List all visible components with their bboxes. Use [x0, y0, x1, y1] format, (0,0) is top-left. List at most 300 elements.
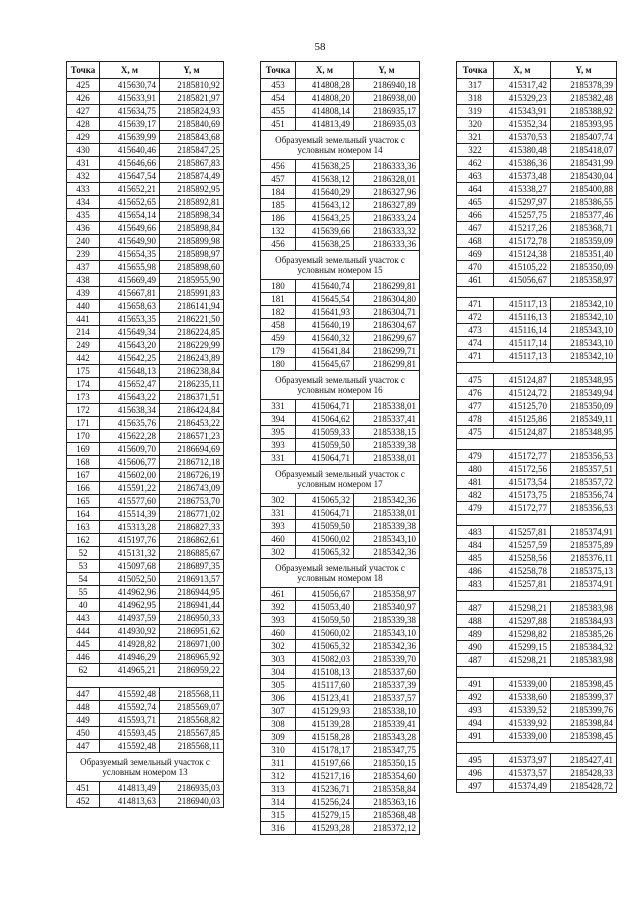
y-cell: 2185892,95: [160, 183, 224, 196]
y-cell: 2185382,48: [551, 92, 617, 105]
y-cell: 2186827,33: [160, 521, 224, 534]
table-row: [261, 79, 420, 92]
y-cell: 2186299,67: [354, 332, 420, 345]
point-cell: 457: [261, 173, 296, 186]
table-row: [457, 502, 617, 515]
table-row: [261, 546, 420, 559]
point-cell: 487: [457, 602, 494, 615]
header-point: Точка: [261, 62, 296, 79]
coordinate-table-column-3: [456, 61, 617, 793]
y-cell: 2185383,98: [551, 654, 617, 667]
point-cell: 175: [67, 365, 100, 378]
table-row: [67, 740, 224, 753]
table-row: [67, 365, 224, 378]
section-heading-row: [261, 251, 420, 280]
point-cell: 443: [67, 612, 100, 625]
point-cell: 184: [261, 186, 296, 199]
y-cell: 2186238,84: [160, 365, 224, 378]
x-cell: 415173,54: [494, 476, 551, 489]
x-cell: 415343,91: [494, 105, 551, 118]
point-cell: 310: [261, 744, 296, 757]
y-cell: 2185400,88: [551, 183, 617, 196]
table-row: [67, 248, 224, 261]
x-cell: 415643,20: [100, 339, 160, 352]
x-cell: 415064,71: [296, 400, 354, 413]
table-row: [67, 714, 224, 727]
x-cell: 415638,34: [100, 404, 160, 417]
y-cell: 2185428,33: [551, 767, 617, 780]
x-cell: 415173,75: [494, 489, 551, 502]
table-row: [457, 691, 617, 704]
y-cell: 2185388,92: [551, 105, 617, 118]
blank-row: [457, 439, 617, 450]
table-row: [261, 358, 420, 371]
y-cell: 2185343,10: [354, 627, 420, 640]
y-cell: 2186938,00: [354, 92, 420, 105]
y-cell: 2185358,97: [354, 588, 420, 601]
y-cell: 2185342,36: [354, 546, 420, 559]
table-row: [67, 144, 224, 157]
y-cell: 2185568,11: [160, 740, 224, 753]
point-cell: 487: [457, 654, 494, 667]
point-cell: 164: [67, 508, 100, 521]
x-cell: 415299,15: [494, 641, 551, 654]
blank-cell: [457, 363, 617, 374]
x-cell: 415236,71: [296, 783, 354, 796]
table-row: [67, 261, 224, 274]
point-cell: 303: [261, 653, 296, 666]
y-cell: 2185430,04: [551, 170, 617, 183]
y-cell: 2185398,45: [551, 730, 617, 743]
x-cell: 415297,97: [494, 196, 551, 209]
point-cell: 319: [457, 105, 494, 118]
table-header-row: [67, 62, 224, 79]
blank-row: [457, 667, 617, 678]
coordinate-table: [456, 61, 617, 793]
x-cell: 415197,76: [100, 534, 160, 547]
point-cell: 496: [457, 767, 494, 780]
blank-cell: [457, 439, 617, 450]
y-cell: 2185375,89: [551, 539, 617, 552]
point-cell: 302: [261, 546, 296, 559]
x-cell: 415172,56: [494, 463, 551, 476]
x-cell: 415652,21: [100, 183, 160, 196]
table-row: [261, 293, 420, 306]
x-cell: 415258,56: [494, 552, 551, 565]
table-row: [457, 183, 617, 196]
y-cell: 2185337,39: [354, 679, 420, 692]
table-row: [261, 796, 420, 809]
y-cell: 2186940,18: [354, 79, 420, 92]
point-cell: 452: [67, 795, 100, 808]
table-row: [457, 400, 617, 413]
table-row: [261, 105, 420, 118]
y-cell: 2186327,96: [354, 186, 420, 199]
x-cell: 415639,66: [296, 225, 354, 238]
y-cell: 2185359,09: [551, 235, 617, 248]
x-cell: 415641,84: [296, 345, 354, 358]
x-cell: 415125,86: [494, 413, 551, 426]
header-y: Y, м: [354, 62, 420, 79]
point-cell: 316: [261, 822, 296, 835]
table-row: [457, 350, 617, 363]
y-cell: 2186935,03: [160, 782, 224, 795]
point-cell: 426: [67, 92, 100, 105]
y-cell: 2186299,81: [354, 280, 420, 293]
y-cell: 2185338,01: [354, 452, 420, 465]
header-x: X, м: [296, 62, 354, 79]
y-cell: 2185350,09: [551, 400, 617, 413]
section-heading: Образуемый земельный участок с условным номером 15: [261, 251, 420, 280]
point-cell: 465: [457, 196, 494, 209]
y-cell: 2185821,97: [160, 92, 224, 105]
section-heading-row: [261, 131, 420, 160]
table-row: [457, 654, 617, 667]
x-cell: 415108,13: [296, 666, 354, 679]
point-cell: 214: [67, 326, 100, 339]
x-cell: 415339,00: [494, 730, 551, 743]
blank-cell: [67, 677, 224, 688]
table-row: [457, 754, 617, 767]
point-cell: 428: [67, 118, 100, 131]
x-cell: 415649,66: [100, 222, 160, 235]
table-row: [261, 199, 420, 212]
point-cell: 478: [457, 413, 494, 426]
y-cell: 2185378,39: [551, 79, 617, 92]
header-point: Точка: [67, 62, 100, 79]
table-row: [457, 476, 617, 489]
point-cell: 394: [261, 413, 296, 426]
point-cell: 132: [261, 225, 296, 238]
table-row: [457, 337, 617, 350]
table-row: [261, 653, 420, 666]
x-cell: 415059,50: [296, 520, 354, 533]
y-cell: 2185898,97: [160, 248, 224, 261]
point-cell: 313: [261, 783, 296, 796]
point-cell: 473: [457, 324, 494, 337]
point-cell: 456: [261, 160, 296, 173]
y-cell: 2185348,95: [551, 426, 617, 439]
y-cell: 2185385,26: [551, 628, 617, 641]
y-cell: 2186941,44: [160, 599, 224, 612]
point-cell: 171: [67, 417, 100, 430]
point-cell: 427: [67, 105, 100, 118]
point-cell: 462: [457, 157, 494, 170]
point-cell: 459: [261, 332, 296, 345]
point-cell: 309: [261, 731, 296, 744]
point-cell: 249: [67, 339, 100, 352]
point-cell: 480: [457, 463, 494, 476]
y-cell: 2185339,41: [354, 718, 420, 731]
x-cell: 415064,71: [296, 507, 354, 520]
y-cell: 2186753,70: [160, 495, 224, 508]
x-cell: 415258,78: [494, 565, 551, 578]
blank-cell: [457, 743, 617, 754]
y-cell: 2185337,57: [354, 692, 420, 705]
y-cell: 2185347,75: [354, 744, 420, 757]
table-row: [67, 521, 224, 534]
table-row: [261, 319, 420, 332]
y-cell: 2185840,69: [160, 118, 224, 131]
point-cell: 451: [67, 782, 100, 795]
x-cell: 415654,14: [100, 209, 160, 222]
point-cell: 165: [67, 495, 100, 508]
point-cell: 491: [457, 730, 494, 743]
table-row: [67, 534, 224, 547]
y-cell: 2185354,60: [354, 770, 420, 783]
table-row: [67, 782, 224, 795]
table-row: [457, 105, 617, 118]
header-x: X, м: [494, 62, 551, 79]
table-row: [261, 212, 420, 225]
y-cell: 2186328,01: [354, 173, 420, 186]
table-row: [67, 79, 224, 92]
table-row: [67, 92, 224, 105]
point-cell: 395: [261, 426, 296, 439]
x-cell: 415652,47: [100, 378, 160, 391]
table-row: [67, 378, 224, 391]
point-cell: 182: [261, 306, 296, 319]
point-cell: 472: [457, 311, 494, 324]
point-cell: 471: [457, 298, 494, 311]
x-cell: 415172,77: [494, 450, 551, 463]
x-cell: 415669,49: [100, 274, 160, 287]
x-cell: 415643,25: [296, 212, 354, 225]
point-cell: 429: [67, 131, 100, 144]
x-cell: 415178,17: [296, 744, 354, 757]
x-cell: 414808,20: [296, 92, 354, 105]
table-row: [67, 157, 224, 170]
y-cell: 2185898,34: [160, 209, 224, 222]
blank-row: [457, 515, 617, 526]
section-heading-row: [67, 753, 224, 782]
table-row: [457, 209, 617, 222]
y-cell: 2186571,23: [160, 430, 224, 443]
table-row: [457, 131, 617, 144]
point-cell: 308: [261, 718, 296, 731]
y-cell: 2185363,16: [354, 796, 420, 809]
x-cell: 415116,13: [494, 311, 551, 324]
y-cell: 2186897,35: [160, 560, 224, 573]
x-cell: 415622,28: [100, 430, 160, 443]
blank-row: [67, 677, 224, 688]
point-cell: 321: [457, 131, 494, 144]
y-cell: 2185377,46: [551, 209, 617, 222]
point-cell: 490: [457, 641, 494, 654]
point-cell: 460: [261, 533, 296, 546]
header-y: Y, м: [551, 62, 617, 79]
y-cell: 2185342,10: [551, 298, 617, 311]
point-cell: 471: [457, 350, 494, 363]
point-cell: 317: [457, 79, 494, 92]
x-cell: 415652,65: [100, 196, 160, 209]
table-row: [261, 809, 420, 822]
point-cell: 433: [67, 183, 100, 196]
table-row: [67, 599, 224, 612]
y-cell: 2185384,32: [551, 641, 617, 654]
y-cell: 2185567,85: [160, 727, 224, 740]
point-cell: 441: [67, 313, 100, 326]
y-cell: 2185338,01: [354, 400, 420, 413]
point-cell: 494: [457, 717, 494, 730]
x-cell: 415117,13: [494, 350, 551, 363]
table-row: [67, 430, 224, 443]
x-cell: 415643,22: [100, 391, 160, 404]
x-cell: 415298,82: [494, 628, 551, 641]
table-row: [261, 280, 420, 293]
point-cell: 311: [261, 757, 296, 770]
section-heading-row: [261, 465, 420, 494]
point-cell: 331: [261, 507, 296, 520]
point-cell: 166: [67, 482, 100, 495]
x-cell: 415649,90: [100, 235, 160, 248]
table-row: [457, 118, 617, 131]
point-cell: 331: [261, 400, 296, 413]
table-row: [261, 507, 420, 520]
x-cell: 415139,28: [296, 718, 354, 731]
x-cell: 415339,92: [494, 717, 551, 730]
y-cell: 2186333,36: [354, 160, 420, 173]
x-cell: 415640,32: [296, 332, 354, 345]
point-cell: 442: [67, 352, 100, 365]
y-cell: 2186771,02: [160, 508, 224, 521]
y-cell: 2185383,98: [551, 602, 617, 615]
section-heading-row: [261, 559, 420, 588]
x-cell: 415124,87: [494, 374, 551, 387]
x-cell: 415313,28: [100, 521, 160, 534]
y-cell: 2186940,03: [160, 795, 224, 808]
table-row: [67, 118, 224, 131]
table-row: [261, 783, 420, 796]
point-cell: 315: [261, 809, 296, 822]
point-cell: 307: [261, 705, 296, 718]
x-cell: 415256,24: [296, 796, 354, 809]
point-cell: 493: [457, 704, 494, 717]
point-cell: 52: [67, 547, 100, 560]
x-cell: 414928,82: [100, 638, 160, 651]
y-cell: 2186221,50: [160, 313, 224, 326]
x-cell: 415643,12: [296, 199, 354, 212]
x-cell: 415059,33: [296, 426, 354, 439]
table-row: [261, 731, 420, 744]
point-cell: 475: [457, 374, 494, 387]
table-row: [457, 324, 617, 337]
x-cell: 415064,71: [296, 452, 354, 465]
y-cell: 2185342,10: [551, 311, 617, 324]
point-cell: 393: [261, 614, 296, 627]
point-cell: 305: [261, 679, 296, 692]
x-cell: 415097,68: [100, 560, 160, 573]
table-row: [67, 404, 224, 417]
x-cell: 414962,95: [100, 599, 160, 612]
x-cell: 414808,28: [296, 79, 354, 92]
table-row: [261, 533, 420, 546]
table-row: [261, 186, 420, 199]
x-cell: 415514,39: [100, 508, 160, 521]
table-row: [457, 641, 617, 654]
x-cell: 415638,25: [296, 238, 354, 251]
table-row: [67, 547, 224, 560]
x-cell: 414930,92: [100, 625, 160, 638]
table-row: [67, 456, 224, 469]
x-cell: 415633,91: [100, 92, 160, 105]
x-cell: 415329,23: [494, 92, 551, 105]
point-cell: 162: [67, 534, 100, 547]
point-cell: 491: [457, 678, 494, 691]
x-cell: 415339,52: [494, 704, 551, 717]
y-cell: 2186229,99: [160, 339, 224, 352]
y-cell: 2185847,25: [160, 144, 224, 157]
table-row: [67, 651, 224, 664]
y-cell: 2185898,60: [160, 261, 224, 274]
point-cell: 393: [261, 520, 296, 533]
y-cell: 2185824,93: [160, 105, 224, 118]
point-cell: 488: [457, 615, 494, 628]
x-cell: 415065,32: [296, 640, 354, 653]
y-cell: 2186304,80: [354, 293, 420, 306]
x-cell: 415640,19: [296, 319, 354, 332]
table-row: [261, 588, 420, 601]
x-cell: 415105,22: [494, 261, 551, 274]
x-cell: 414962,96: [100, 586, 160, 599]
point-cell: 185: [261, 199, 296, 212]
y-cell: 2185374,91: [551, 578, 617, 591]
x-cell: 415279,15: [296, 809, 354, 822]
table-row: [457, 426, 617, 439]
table-row: [261, 400, 420, 413]
y-cell: 2186935,17: [354, 105, 420, 118]
table-row: [261, 640, 420, 653]
y-cell: 2185339,70: [354, 653, 420, 666]
x-cell: 415056,67: [296, 588, 354, 601]
point-cell: 54: [67, 573, 100, 586]
section-heading: Образуемый земельный участок с условным номером 16: [261, 371, 420, 400]
point-cell: 312: [261, 770, 296, 783]
x-cell: 415653,35: [100, 313, 160, 326]
table-row: [261, 692, 420, 705]
y-cell: 2186327,89: [354, 199, 420, 212]
y-cell: 2186333,36: [354, 238, 420, 251]
x-cell: 415592,74: [100, 701, 160, 714]
table-row: [457, 552, 617, 565]
table-row: [457, 717, 617, 730]
x-cell: 415125,70: [494, 400, 551, 413]
table-row: [457, 704, 617, 717]
table-row: [457, 678, 617, 691]
table-row: [67, 664, 224, 677]
table-row: [457, 298, 617, 311]
y-cell: 2186885,67: [160, 547, 224, 560]
point-cell: 477: [457, 400, 494, 413]
y-cell: 2185349,94: [551, 387, 617, 400]
y-cell: 2186333,24: [354, 212, 420, 225]
point-cell: 55: [67, 586, 100, 599]
table-row: [67, 508, 224, 521]
point-cell: 431: [67, 157, 100, 170]
table-row: [261, 770, 420, 783]
table-row: [261, 679, 420, 692]
y-cell: 2185568,11: [160, 688, 224, 701]
table-row: [457, 387, 617, 400]
x-cell: 415339,00: [494, 678, 551, 691]
table-header-row: [457, 62, 617, 79]
y-cell: 2185357,51: [551, 463, 617, 476]
y-cell: 2186959,22: [160, 664, 224, 677]
table-row: [261, 439, 420, 452]
y-cell: 2185342,10: [551, 350, 617, 363]
point-cell: 170: [67, 430, 100, 443]
x-cell: 415667,81: [100, 287, 160, 300]
